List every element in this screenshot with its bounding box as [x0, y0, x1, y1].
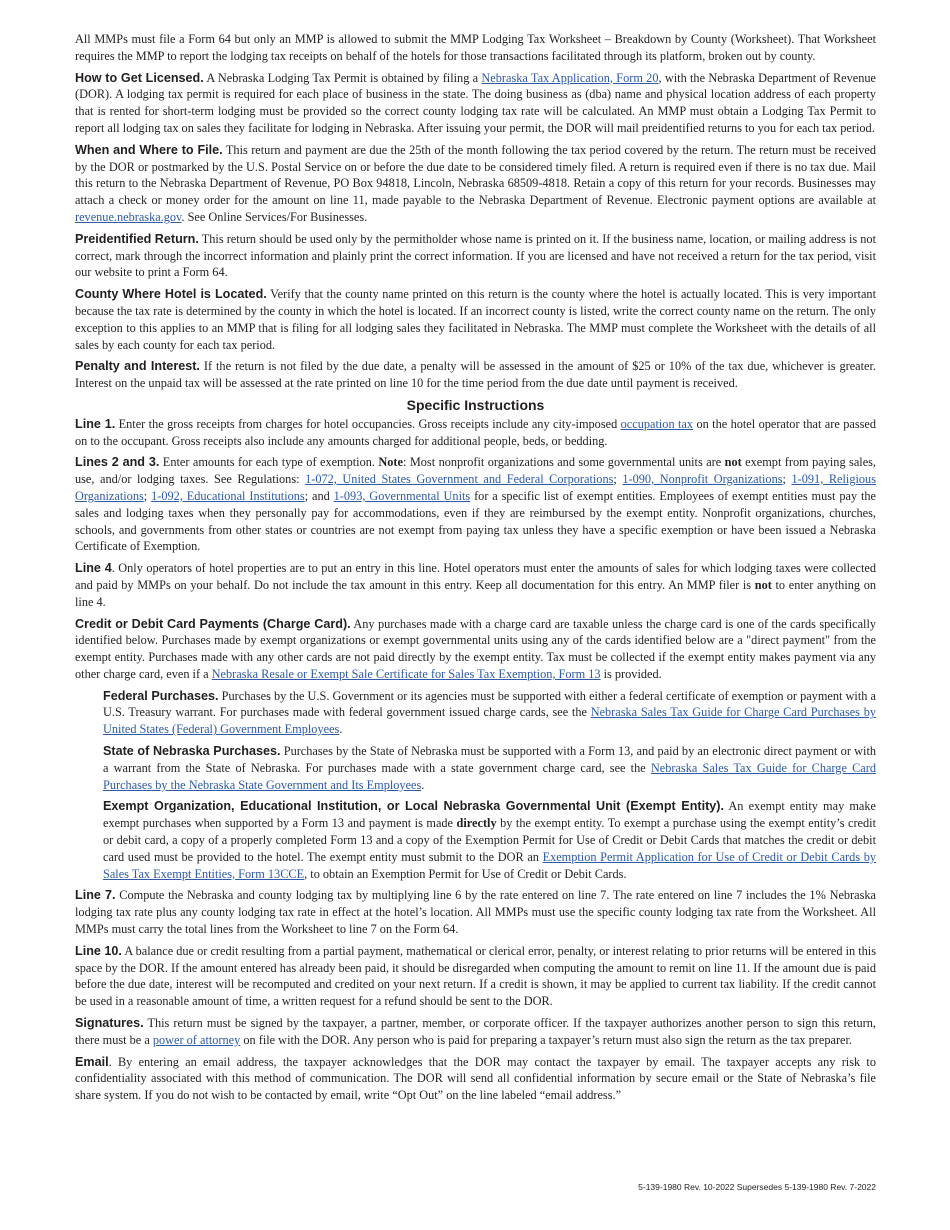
line-1-heading: Line 1.: [75, 416, 116, 431]
text: by the exempt entity. To exempt a purchase using the exempt entity’s credit or debit card, a copy of a properly completed Form 13 and a copy of the Exemption Permit for Use of Credit or Debit Cards that matches the credit or debit card used must be provided to the hotel. The exempt entity must submit to the DOR an: [103, 816, 876, 864]
signatures-paragraph: [75, 1015, 876, 1049]
intro-text: All MMPs must file a Form 64 but only an MMP is allowed to submit the MMP Lodging Tax Worksheet – Breakdown by County (Worksheet). That Worksheet requires the MMP to report the lodging tax receipts on behalf of the hotels for those transactions facilitated through its platform, broken out by county.: [75, 32, 876, 63]
text: ; and: [304, 488, 334, 503]
charge-card-heading: Credit or Debit Card Payments (Charge Card).: [75, 616, 351, 631]
regulation-1-093-link[interactable]: 1-093, Governmental Units: [333, 488, 471, 503]
line-4-heading: Line 4: [75, 561, 112, 576]
not-emphasis: not: [724, 455, 742, 470]
not-emphasis: not: [754, 577, 772, 592]
preidentified-return-heading: Preidentified Return.: [75, 231, 199, 246]
state-purchases-heading: State of Nebraska Purchases.: [103, 744, 281, 759]
text: , with the Nebraska Department of Revenue (DOR). A lodging tax permit is required for each place of business in the state. The doing business as (dba) name and physical location address of each property that is rented for short-term lodging must be provided so the correct county lodging tax rate will be calculated. An MMP must obtain a Lodging Tax Permit to report all lodging tax on sales they facilitate for lodging in Nebraska. After issuing your permit, the DOR will mail preidentified returns to you for each tax period.: [75, 70, 876, 135]
county-heading: County Where Hotel is Located.: [75, 287, 267, 302]
intro-paragraph: [75, 31, 876, 65]
text: A balance due or credit resulting from a partial payment, mathematical or clerical error, penalty, or interest relating to prior returns will be entered in this space by the DOR. If the amount entered has already been paid, it should be disregarded when computing the amount to remit on line 11. If the amount due is paid before the due date, interest will be recomputed and credited on your next return. If a credit is shown, it may be applied to current tax liability. If the credit cannot be used in a reasonable amount of time, a written request for a refund should be sent to the DOR.: [75, 943, 876, 1009]
text: .: [421, 777, 425, 792]
text: .: [339, 722, 343, 737]
text: This return should be used only by the permitholder whose name is printed on it. If the business name, location, or mailing address is not correct, mark through the incorrect information and plainly print the correct information. If you are licensed and have not received a return for the tax period, visit our website to print a Form 64.: [75, 231, 876, 280]
line-1-paragraph: [75, 416, 876, 450]
text: ;: [143, 488, 152, 503]
regulation-1-092-link[interactable]: 1-092, Educational Institutions: [151, 488, 305, 503]
form-revision-footer: 5-139-1980 Rev. 10-2022 Supersedes 5-139-1980 Rev. 7-2022: [638, 1182, 876, 1192]
line-7-heading: Line 7.: [75, 888, 116, 903]
form-20-link[interactable]: Nebraska Tax Application, Form 20: [481, 70, 659, 85]
regulation-1-091-link[interactable]: 1-091, Religious Organizations: [75, 472, 876, 503]
charge-card-paragraph: [75, 616, 876, 683]
text: , to obtain an Exemption Permit for Use of Credit or Debit Cards.: [304, 866, 627, 881]
line-10-heading: Line 10.: [75, 943, 122, 958]
power-of-attorney-link[interactable]: power of attorney: [152, 1032, 241, 1047]
exempt-entity-heading: Exempt Organization, Educational Institution, or Local Nebraska Governmental Unit (Exempt Entity).: [103, 799, 724, 814]
text: Enter amounts for each type of exemption.: [159, 455, 379, 470]
text: An exempt entity may make exempt purchases when supported by a Form 13 and payment is made: [103, 799, 876, 831]
text: . Only operators of hotel properties are to put an entry in this line. Hotel operators must enter the amounts of sales for which lodging taxes were collected and paid by MMPs on your behalf. Do not include the tax amount in this entry. Keep all documentation for this entry. An MMP filer is: [75, 561, 876, 592]
penalty-interest-paragraph: [75, 358, 876, 392]
state-purchases-paragraph: [103, 743, 876, 793]
text: Purchases by the State of Nebraska must be supported with a Form 13, and paid by an electronic direct payment or with a warrant from the State of Nebraska. For purchases made with a state government charge card, see the: [103, 744, 877, 775]
text: is provided.: [600, 666, 662, 681]
note-label: Note: [378, 455, 403, 470]
text: : Most nonprofit organizations and some governmental units are: [403, 455, 725, 470]
preidentified-return-paragraph: [75, 231, 876, 281]
line-7-paragraph: [75, 887, 876, 937]
text: Compute the Nebraska and county lodging tax by multiplying line 6 by the rate entered on line 7. The rate entered on line 7 includes the 1% Nebraska lodging tax rate plus any county lodging tax rate in effect at the hotel’s location. All MMPs must use the specific county lodging tax rate from the Worksheet. All MMPs must carry the total lines from the Worksheet to line 7 on the Form 64.: [75, 888, 876, 937]
text: Purchases by the U.S. Government or its agencies must be supported with either a federal certificate of exemption or payment with a U.S. Treasury warrant. For purchases made with federal government issued charge cards, see the: [103, 688, 876, 720]
lines-2-3-paragraph: [75, 454, 876, 555]
regulation-1-072-link[interactable]: 1-072, United States Government and Federal Corporations: [305, 472, 614, 487]
how-to-get-licensed-paragraph: [75, 70, 876, 137]
penalty-interest-heading: Penalty and Interest.: [75, 359, 200, 374]
text: . See Online Services/For Businesses.: [181, 209, 368, 224]
how-to-get-licensed-heading: How to Get Licensed.: [75, 70, 204, 85]
text: Verify that the county name printed on this return is the county where the hotel is actually located. This is very important because the tax rate is determined by the county in which the hotel is located. If an incorrect county is listed, write the correct county name on the return. The only exception to this applies to an MMP that is filing for all lodging sales they facilitated in Nebraska. The MMP must complete the Worksheet with the details of all sales by each county for each tax period.: [75, 287, 876, 352]
text: Any purchases made with a charge card are taxable unless the charge card is one of the cards specifically identified below. Purchases made by exempt organizations or exempt governmental units using any of the cards identified below are a "direct payment" from the exempt entity. Purchases made with any other cards are not paid directly by the exempt entity. Tax must be collected if the exempt entity makes payment via any other charge card, even if a: [75, 616, 877, 681]
email-heading: Email: [75, 1054, 109, 1069]
lines-2-3-heading: Lines 2 and 3.: [75, 455, 160, 470]
text: A Nebraska Lodging Tax Permit is obtained by filing a: [203, 70, 482, 85]
when-where-to-file-paragraph: [75, 142, 876, 226]
text: . By entering an email address, the taxpayer acknowledges that the DOR may contact the taxpayer by email. The taxpayer accepts any risk to confidentiality associated with this method of communication. The DOR will send all confidential information by secure email or the State of Nebraska’s file share system. If you do not wish to be contacted by email, write “Opt Out” on the line labeled “email address.”: [75, 1054, 876, 1103]
text: ;: [782, 472, 792, 487]
text: If the return is not filed by the due date, a penalty will be assessed in the amount of $25 or 10% of the tax due, whichever is greater. Interest on the unpaid tax will be assessed at the rate printed on line 10 for the time period from the due date until payment is received.: [75, 359, 876, 391]
federal-charge-card-guide-link[interactable]: Nebraska Sales Tax Guide for Charge Card Purchases by United States (Federal) Government Employees: [103, 705, 876, 737]
county-paragraph: [75, 286, 876, 353]
text: This return must be signed by the taxpayer, a partner, member, or corporate officer. If the taxpayer authorizes another person to sign this return, there must be a: [75, 1016, 876, 1047]
line-4-paragraph: [75, 560, 876, 610]
specific-instructions-title: Specific Instructions: [406, 396, 545, 413]
when-where-to-file-heading: When and Where to File.: [75, 142, 223, 157]
email-paragraph: [75, 1054, 876, 1104]
exempt-entity-paragraph: [103, 798, 876, 882]
directly-emphasis: directly: [456, 816, 497, 831]
form-13-link[interactable]: Nebraska Resale or Exempt Sale Certificate for Sales Tax Exemption, Form 13: [211, 666, 601, 681]
text: for a specific list of exempt entities. Employees of exempt entities must pay the sales and lodging taxes when they personally pay for accommodations, even if they are reimbursed by the exempt entity. Nonprofit organizations, churches, schools, and governments from other states or countries are not exempt from paying tax unless they have a specific exemption or have been issued a Nebraska Certificate of Exemption.: [75, 488, 877, 554]
text: on the hotel operator that are passed on to the occupant. Gross receipts also include any amounts charged for additional people, beds, or bedding.: [75, 416, 877, 448]
text: on file with the DOR. Any person who is paid for preparing a taxpayer’s return must also sign the return as the tax preparer.: [240, 1032, 853, 1047]
signatures-heading: Signatures.: [75, 1016, 144, 1031]
text: to enter anything on line 4.: [75, 577, 876, 609]
federal-purchases-paragraph: [103, 688, 876, 738]
revenue-website-link[interactable]: revenue.nebraska.gov: [75, 209, 182, 224]
text: This return and payment are due the 25th of the month following the tax period covered by the return. The return must be received by the DOR or postmarked by the U.S. Postal Service on or before the due date to be considered timely filed. A return is required even if there is no tax due. Mail this return to the Nebraska Department of Revenue, PO Box 94818, Lincoln, Nebraska 68509-4818. Retain a copy of this return for your records. Businesses may attach a check or money order for the amount on line 11, made payable to the Nebraska Department of Revenue. Electronic payment options are available at: [75, 142, 876, 208]
state-charge-card-guide-link[interactable]: Nebraska Sales Tax Guide for Charge Card Purchases by the Nebraska State Government and Its Employees: [103, 760, 876, 792]
occupation-tax-link[interactable]: occupation tax: [620, 416, 694, 431]
regulation-1-090-link[interactable]: 1-090, Nonprofit Organizations: [622, 472, 783, 487]
federal-purchases-heading: Federal Purchases.: [103, 688, 219, 703]
text: Enter the gross receipts from charges for hotel occupancies. Gross receipts include any city-imposed: [115, 416, 621, 431]
form-13cce-link[interactable]: Exemption Permit Application for Use of Credit or Debit Cards by Sales Tax Exempt Entities, Form 13CCE: [103, 849, 876, 881]
text: exempt from paying sales, use, and/or lodging taxes. See Regulations:: [75, 455, 877, 487]
instructions-document: [75, 31, 876, 1109]
line-10-paragraph: [75, 943, 876, 1010]
text: ;: [613, 472, 623, 487]
